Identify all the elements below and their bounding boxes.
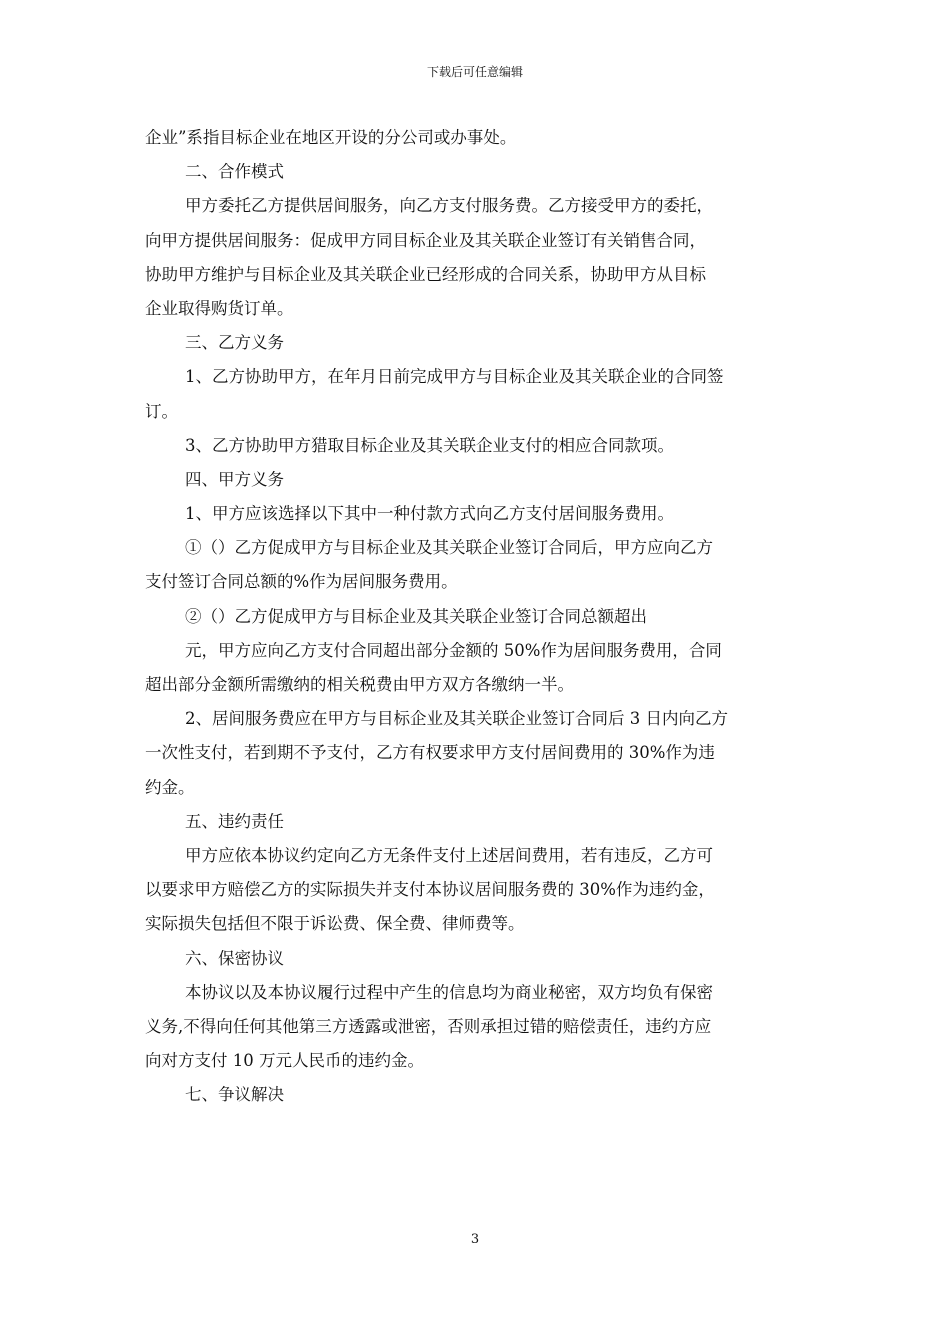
text-line: 3、乙方协助甲方猎取目标企业及其关联企业支付的相应合同款项。 (185, 435, 674, 455)
page-header: 下载后可任意编辑 (426, 65, 523, 79)
text-line: 约金。 (145, 777, 195, 797)
text-line: 向甲方提供居间服务：促成甲方同目标企业及其关联企业签订有关销售合同， (145, 230, 706, 250)
text-line: 企业取得购货订单。 (145, 298, 294, 318)
text-line: 协助甲方维护与目标企业及其关联企业已经形成的合同关系，协助甲方从目标 (145, 264, 706, 284)
text-line: 五、违约责任 (185, 811, 284, 831)
text-line: 义务,不得向任何其他第三方透露或泄密，否则承担过错的赔偿责任，违约方应 (145, 1016, 712, 1036)
text-line: 实际损失包括但不限于诉讼费、保全费、律师费等。 (145, 914, 525, 934)
text-line: 超出部分金额所需缴纳的相关税费由甲方双方各缴纳一半。 (145, 675, 574, 694)
text-line: 2、居间服务费应在甲方与目标企业及其关联企业签订合同后 3 日内向乙方 (185, 709, 728, 729)
text-line: 以要求甲方赔偿乙方的实际损失并支付本协议居间服务费的 30%作为违约金， (145, 880, 715, 900)
text-line: 元，甲方应向乙方支付合同超出部分金额的 50%作为居间服务费用，合同 (185, 640, 722, 660)
text-line: 四、甲方义务 (185, 469, 284, 489)
page-number: 3 (470, 1232, 480, 1247)
text-line: 向对方支付 10 万元人民币的违约金。 (145, 1051, 424, 1071)
text-line: 一次性支付，若到期不予支付，乙方有权要求甲方支付居间费用的 30%作为违 (145, 743, 715, 763)
text-line: 三、乙方义务 (185, 333, 284, 353)
text-line: ②（）乙方促成甲方与目标企业及其关联企业签订合同总额超出 (185, 606, 647, 626)
text-line: 本协议以及本协议履行过程中产生的信息均为商业秘密，双方均负有保密 (185, 982, 713, 1002)
text-line: 订。 (145, 401, 178, 421)
text-line: 七、争议解决 (185, 1085, 284, 1105)
text-line: ①（）乙方促成甲方与目标企业及其关联企业签订合同后，甲方应向乙方 (185, 538, 713, 558)
text-line: 企业”系指目标企业在地区开设的分公司或办事处。 (145, 128, 517, 147)
text-line: 甲方委托乙方提供居间服务，向乙方支付服务费。乙方接受甲方的委托， (185, 196, 713, 216)
text-line: 1、乙方协助甲方，在年月日前完成甲方与目标企业及其关联企业的合同签 (185, 367, 724, 387)
text-line: 1、甲方应该选择以下其中一种付款方式向乙方支付居间服务费用。 (185, 504, 674, 524)
document-body (145, 121, 808, 1112)
text-line: 甲方应依本协议约定向乙方无条件支付上述居间费用，若有违反，乙方可 (185, 845, 713, 865)
text-line: 支付签订合同总额的%作为居间服务费用。 (145, 572, 458, 592)
text-line: 二、合作模式 (185, 162, 284, 182)
text-line: 六、保密协议 (185, 948, 284, 968)
